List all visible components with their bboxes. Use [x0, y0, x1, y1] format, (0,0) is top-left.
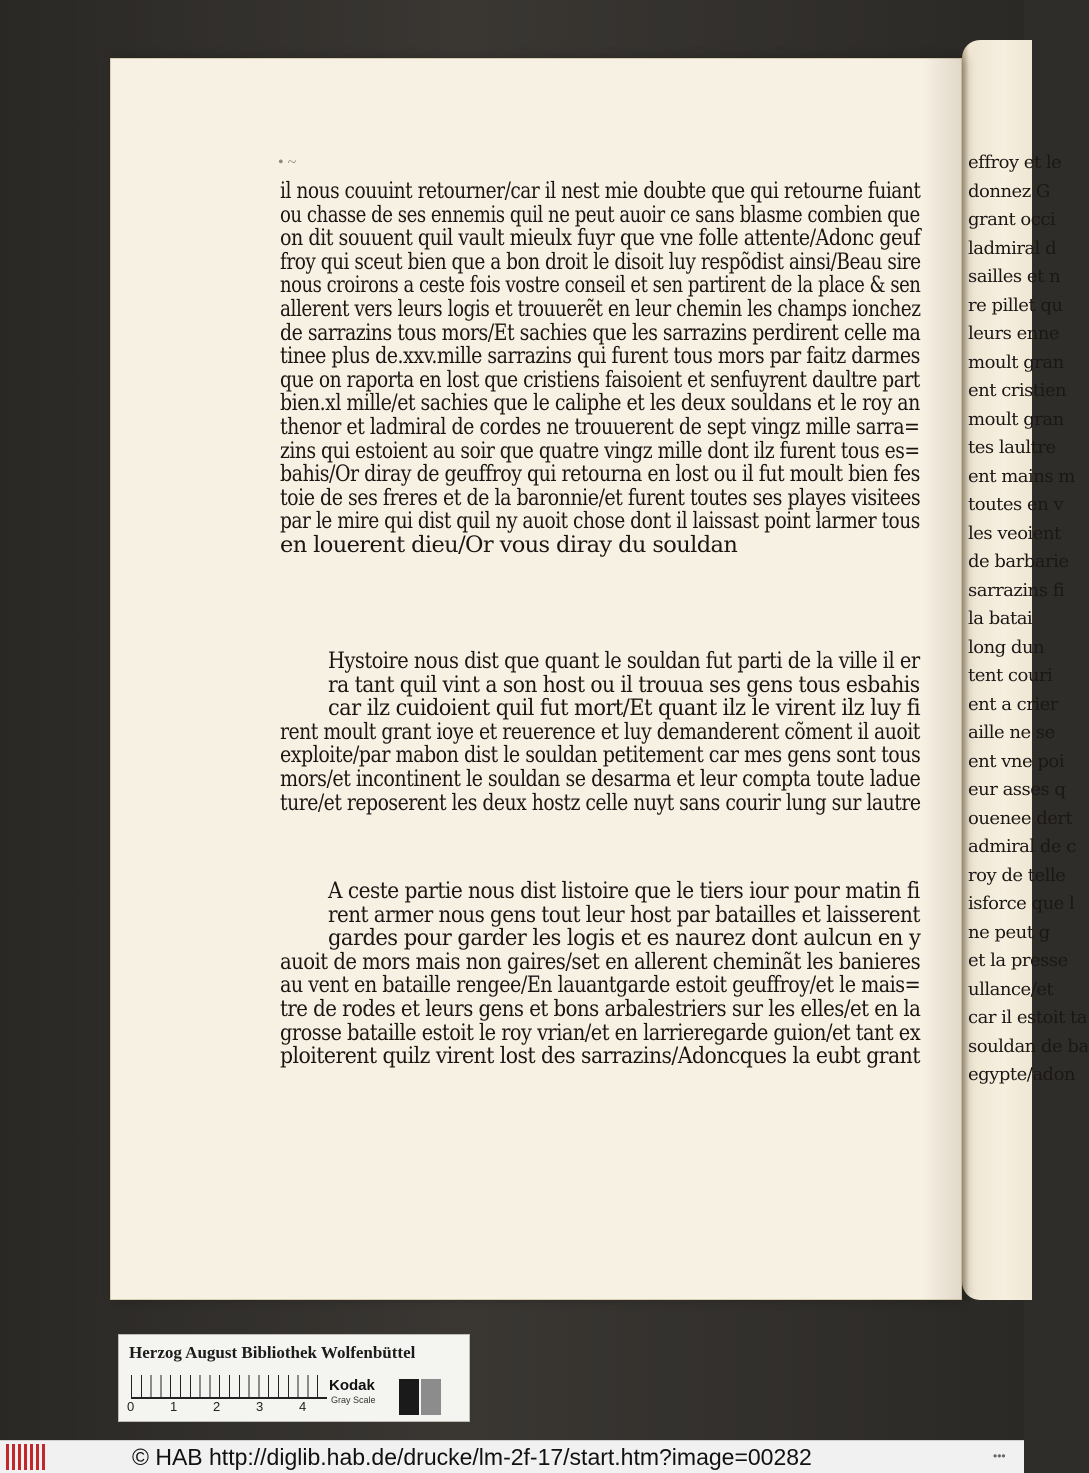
facing-line: roy de telle [968, 864, 1066, 886]
more-dots-icon[interactable]: ••• [993, 1449, 1006, 1463]
ruler-numbers [127, 1399, 327, 1415]
text-line: rent moult grant ioye et reuerence et luy demanderent cõment il auoit [280, 718, 920, 745]
facing-line: de barbarie [968, 551, 1069, 572]
page-mark: • ~ [278, 154, 297, 171]
facing-line: ladmiral d [968, 237, 1057, 259]
text-line: ou chasse de ses ennemis quil ne peut auoir ce sans blasme combien que [280, 201, 920, 228]
facing-line: ent mains m [968, 465, 1075, 487]
facing-line: aille ne se [968, 722, 1055, 743]
facing-page [962, 40, 1089, 1300]
facing-line: moult gran [968, 351, 1064, 373]
facing-line: grant occi [968, 209, 1056, 230]
facing-line: ent a crier [968, 693, 1058, 715]
text-line: thenor et ladmiral de cordes ne trouuerent de sept vingz mille sarra= [280, 413, 920, 440]
text-line: de sarrazins tous mors/Et sachies que les sarrazins perdirent celle ma [280, 319, 921, 346]
ruler-number: 3 [256, 1399, 264, 1414]
facing-line: ent cristien [968, 380, 1067, 401]
text-line: bahis/Or diray de geuffroy qui retourna en lost ou il fut moult bien fes [280, 461, 920, 488]
color-target-card [118, 1334, 470, 1422]
text-line: froy qui sceut bien que a bon droit le disoit luy respõdist ainsi/Beau sire [280, 248, 921, 275]
text-line: en louerent dieu/Or vous diray du souldan [280, 531, 738, 558]
text-line: tinee plus de.xxv.mille sarrazins qui furent tous mors par faitz darmes [280, 343, 920, 370]
ruler-number: 0 [127, 1399, 135, 1414]
facing-line: isforce que l [968, 893, 1075, 914]
text-line: auoit de mors mais non gaires/set en allerent cheminãt les banieres [280, 948, 921, 975]
book-page [110, 58, 962, 1300]
facing-line: ouenee dert [968, 807, 1073, 829]
text-line: Hystoire nous dist que quant le souldan fut parti de la ville il er [328, 648, 920, 674]
caption-bar [0, 1440, 1024, 1473]
kodak-logo: Kodak [329, 1377, 375, 1394]
kodak-subtitle: Gray Scale [331, 1395, 376, 1405]
text-line: il nous couuint retourner/car il nest mie doubte que qui retourne fuiant [280, 178, 921, 204]
facing-line: souldan de ba [968, 1035, 1089, 1057]
facing-line: effroy et le [968, 152, 1062, 173]
card-title: Herzog August Bibliothek Wolfenbüttel [129, 1343, 416, 1362]
facing-line: sarrazins fi [968, 579, 1065, 601]
facing-line: eur asses q [968, 779, 1066, 800]
text-line: ploiterent quilz virent lost des sarrazins/Adoncques la eubt grant [280, 1043, 920, 1070]
facing-line: egypte/adon [968, 1064, 1075, 1085]
facing-line: toutes en v [968, 494, 1064, 515]
paragraph-2 [280, 650, 968, 815]
text-line: au vent en bataille rengee/En lauantgarde estoit geuffroy/et le mais= [280, 972, 921, 999]
facing-line: admiral de c [968, 836, 1076, 857]
facing-line: sailles et n [968, 266, 1061, 287]
paragraph-3 [280, 880, 968, 1069]
facing-line: long dun [968, 636, 1045, 658]
text-line: car ilz cuidoient quil fut mort/Et quant ilz le virent ilz luy fi [328, 695, 921, 722]
facing-line: moult gran [968, 408, 1064, 430]
text-line: toie de ses freres et de la baronnie/et furent toutes ses playes visitees [280, 484, 921, 511]
text-line: on dit souuent quil vault mieulx fuyr que vne folle attente/Adonc geuf [280, 225, 921, 252]
facing-line: leurs enne [968, 323, 1060, 344]
facing-line: et la presse [968, 950, 1068, 971]
facing-line: la batai [968, 608, 1033, 629]
caption-link[interactable]: © HAB http://diglib.hab.de/drucke/lm-2f-17/start.htm?image=00282 [132, 1444, 812, 1470]
facing-line: ullance/et [968, 978, 1054, 1000]
facing-line: ne peut g [968, 921, 1050, 943]
text-line: mors/et incontinent le souldan se desarma et leur compta toute ladue [280, 765, 921, 792]
text-line: A ceste partie nous dist listoire que le tiers iour pour matin fi [328, 878, 920, 904]
facing-line: ent vne poi [968, 750, 1064, 772]
text-line: tre de rodes et leurs gens et bons arbalestriers sur les elles/et en la [280, 995, 921, 1022]
text-line: bien.xl mille/et sachies que le caliphe et les deux souldans et le roy an [280, 390, 920, 417]
scale-ruler [131, 1375, 327, 1399]
text-line: nous croirons a ceste fois vostre conseil et sen partirent de la place & sen [280, 272, 921, 299]
text-line: zins qui estoient au soir que quatre vingz mille dont ilz furent tous es= [280, 437, 920, 464]
hab-logo-icon [6, 1444, 46, 1470]
text-line: par le mire qui dist quil ny auoit chose dont il laissast point larmer tous [280, 508, 920, 535]
facing-line: re pillet qu [968, 294, 1063, 316]
text-line: que on raporta en lost que cristiens faisoient et senfuyrent daultre part [280, 366, 920, 393]
text-line: ture/et reposerent les deux hostz celle nuyt sans courir lung sur lautre [280, 789, 921, 816]
facing-line: donnez G [968, 180, 1050, 202]
facing-line: tes laultre [968, 437, 1056, 458]
ruler-number: 1 [170, 1399, 178, 1414]
text-line: grosse bataille estoit le roy vrian/et en larrieregarde guion/et tant ex [280, 1019, 921, 1046]
text-line: rent armer nous gens tout leur host par batailles et laisserent [328, 901, 920, 928]
ruler-number: 4 [299, 1399, 307, 1414]
facing-line: tent couri [968, 665, 1053, 686]
text-line: ra tant quil vint a son host ou il trouua ses gens tous esbahis [328, 671, 920, 698]
paragraph-1 [280, 180, 920, 558]
gray-patch-mid [421, 1379, 441, 1415]
ruler-number: 2 [213, 1399, 221, 1414]
text-line: exploite/par mabon dist le souldan petitement car mes gens sont tous [280, 742, 921, 769]
text-line: allerent vers leurs logis et trouuerẽt en leur chemin les champs ionchez [280, 295, 921, 322]
gray-patch-black [399, 1379, 419, 1415]
facing-line: car il estoit ta [968, 1007, 1088, 1028]
facing-line: les veoient [968, 522, 1061, 544]
text-line: gardes pour garder les logis et es naurez dont aulcun en y [328, 925, 921, 952]
